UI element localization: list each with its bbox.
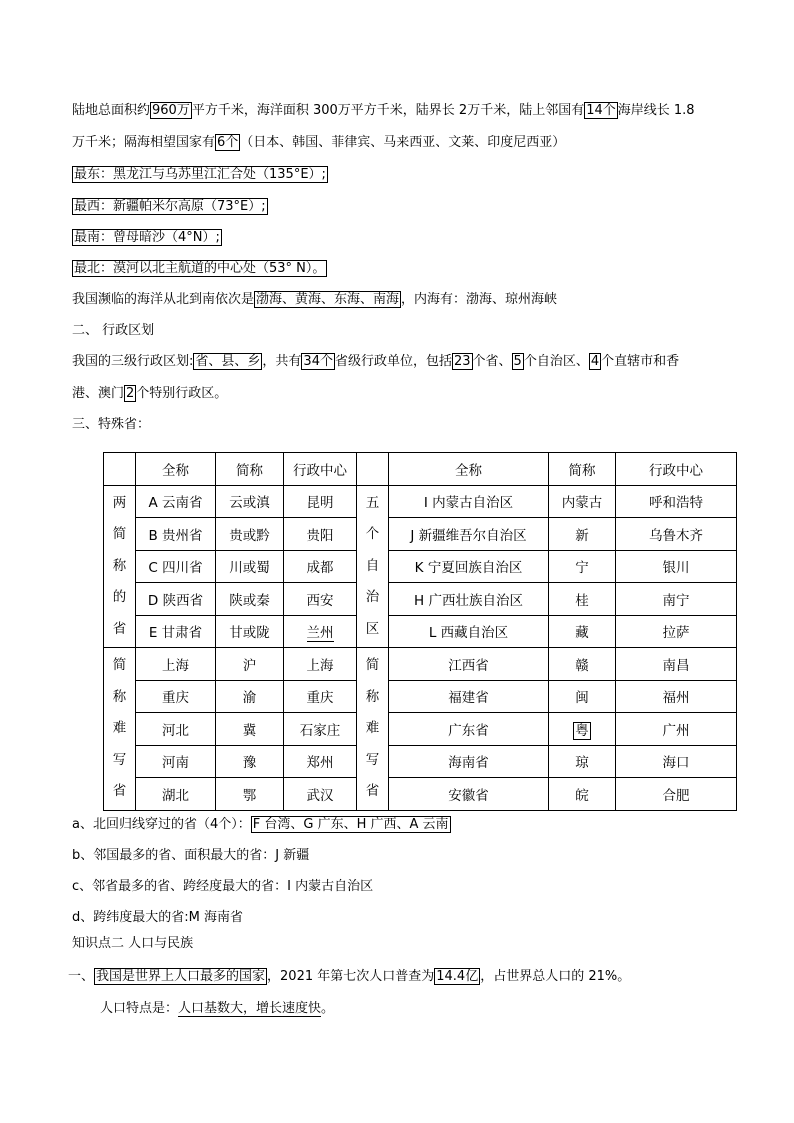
- table-header-cell: 全称: [389, 453, 549, 486]
- population-characteristic: 人口特点是：人口基数大，增长速度快。: [100, 1001, 335, 1016]
- section-title-special: 三、特殊省：: [72, 417, 151, 432]
- table-cell: 琼: [549, 745, 616, 778]
- table-cell: 福建省: [389, 680, 549, 713]
- table-header-empty: [357, 453, 389, 486]
- table-header-cell: 简称: [216, 453, 284, 486]
- sea-neighbor-answer: 6个: [217, 135, 239, 150]
- table-cell: 兰州: [284, 615, 357, 648]
- table-cell: 石家庄: [284, 713, 357, 746]
- table-cell: 广州: [616, 713, 737, 746]
- table-row: [104, 518, 737, 551]
- table-cell: 广东省: [389, 713, 549, 746]
- table-cell: 内蒙古: [549, 485, 616, 518]
- section-title-admin: 二、 行政区划: [72, 323, 155, 338]
- table-cell: B 贵州省: [136, 518, 216, 551]
- table-cell: 重庆: [284, 680, 357, 713]
- table-cell: 湖北: [136, 778, 216, 811]
- table-cell: 闽: [549, 680, 616, 713]
- extreme-north: 最北：漠河以北主航道的中心处（53° N）。: [74, 261, 326, 276]
- table-cell: 重庆: [136, 680, 216, 713]
- table-cell: L 西藏自治区: [389, 615, 549, 648]
- table-row: [104, 583, 737, 616]
- table-cell: 贵阳: [284, 518, 357, 551]
- table-header-cell: 全称: [136, 453, 216, 486]
- table-group-label: 五 个 自 治 区: [357, 485, 389, 648]
- seas-paragraph: 我国濒临的海洋从北到南依次是 渤海、黄海、东海、南海 ，内海有：渤海、琼州海峡: [72, 292, 558, 307]
- table-row: [104, 485, 737, 518]
- table-cell: 呼和浩特: [616, 485, 737, 518]
- knowledge-point-two: 知识点二 人口与民族: [72, 936, 194, 951]
- table-cell: 江西省: [389, 648, 549, 681]
- admin-paragraph: 我国的三级行政区划: 省、县、乡 ，共有 34个 省级行政单位，包括 23 个省、 5 个自治区、 4 个直辖市和香: [72, 354, 680, 369]
- extreme-south: 最南：曾母暗沙（4°N）;: [74, 230, 220, 245]
- table-cell: A 云南省: [136, 485, 216, 518]
- table-cell: 粤: [549, 713, 616, 746]
- table-cell: 宁: [549, 550, 616, 583]
- sea-neighbors-paragraph: 万千米；隔海相望国家有 6个 （日本、韩国、菲律宾、马来西亚、文莱、印度尼西亚）: [72, 135, 566, 150]
- table-cell: 合肥: [616, 778, 737, 811]
- table-cell: J 新疆维吾尔自治区: [389, 518, 549, 551]
- table-cell: 藏: [549, 615, 616, 648]
- table-cell: 郑州: [284, 745, 357, 778]
- table-group-label: 简 称 难 写 省: [357, 648, 389, 811]
- table-cell: 河北: [136, 713, 216, 746]
- table-cell: 皖: [549, 778, 616, 811]
- neighbor-count-answer: 14个: [586, 103, 616, 118]
- table-cell: 河南: [136, 745, 216, 778]
- table-header-row: [104, 453, 737, 486]
- qa-tropic: a、北回归线穿过的省（4个）： F 台湾、G 广东、H 广西、A 云南: [72, 817, 449, 832]
- seas-answer: 渤海、黄海、东海、南海: [256, 292, 400, 307]
- qa-latitude: d、跨纬度最大的省:M 海南省: [72, 910, 243, 925]
- table-cell: 陕或秦: [216, 583, 284, 616]
- table-row: [104, 778, 737, 811]
- land-area-paragraph: 陆地总面积约 960万 平方千米，海洋面积 300万平方千米，陆界长 2万千米，陆上邻国有 14个 海岸线长 1.8: [72, 103, 695, 118]
- table-header-empty: [104, 453, 136, 486]
- extreme-west: 最西：新疆帕米尔高原（73°E）;: [74, 199, 266, 214]
- admin-paragraph-cont: 港、澳门 2 个特别行政区。: [72, 386, 228, 401]
- table-cell: 豫: [216, 745, 284, 778]
- table-row: [104, 550, 737, 583]
- table-cell: 上海: [136, 648, 216, 681]
- table-cell: I 内蒙古自治区: [389, 485, 549, 518]
- table-cell: 桂: [549, 583, 616, 616]
- table-header-cell: 简称: [549, 453, 616, 486]
- table-cell: 海南省: [389, 745, 549, 778]
- table-row: [104, 745, 737, 778]
- extreme-east: 最东：黑龙江与乌苏里江汇合处（135°E）;: [74, 167, 326, 182]
- table-header-cell: 行政中心: [284, 453, 357, 486]
- land-area-answer: 960万: [152, 103, 190, 118]
- table-cell: 云或滇: [216, 485, 284, 518]
- table-cell: 南昌: [616, 648, 737, 681]
- table-row: [104, 648, 737, 681]
- table-cell: 武汉: [284, 778, 357, 811]
- table-cell: 福州: [616, 680, 737, 713]
- table-cell: 海口: [616, 745, 737, 778]
- table-cell: 赣: [549, 648, 616, 681]
- province-table: [103, 452, 737, 811]
- table-cell: 西安: [284, 583, 357, 616]
- table-cell: D 陕西省: [136, 583, 216, 616]
- table-row: [104, 680, 737, 713]
- table-cell: 川或蜀: [216, 550, 284, 583]
- table-cell: 渝: [216, 680, 284, 713]
- population-paragraph: 一、 我国是世界上人口最多的国家 ，2021 年第七次人口普查为 14.4亿 ，占世界总人口的 21%。: [68, 969, 631, 984]
- table-cell: 南宁: [616, 583, 737, 616]
- table-cell: 冀: [216, 713, 284, 746]
- table-cell: 乌鲁木齐: [616, 518, 737, 551]
- table-cell: 鄂: [216, 778, 284, 811]
- table-cell: 拉萨: [616, 615, 737, 648]
- qa-adjacent: c、邻省最多的省、跨经度最大的省：I 内蒙古自治区: [72, 879, 374, 894]
- table-cell: E 甘肃省: [136, 615, 216, 648]
- table-cell: 昆明: [284, 485, 357, 518]
- table-cell: 新: [549, 518, 616, 551]
- table-cell: K 宁夏回族自治区: [389, 550, 549, 583]
- table-cell: 贵或黔: [216, 518, 284, 551]
- table-header-cell: 行政中心: [616, 453, 737, 486]
- table-cell: 成都: [284, 550, 357, 583]
- table-row: [104, 615, 737, 648]
- table-cell: 甘或陇: [216, 615, 284, 648]
- table-group-label: 简 称 难 写 省: [104, 648, 136, 811]
- qa-neighbors: b、邻国最多的省、面积最大的省：J 新疆: [72, 848, 310, 863]
- table-row: [104, 713, 737, 746]
- table-cell: 银川: [616, 550, 737, 583]
- table-cell: 安徽省: [389, 778, 549, 811]
- table-cell: 上海: [284, 648, 357, 681]
- table-group-label: 两 简 称 的 省: [104, 485, 136, 648]
- table-cell: C 四川省: [136, 550, 216, 583]
- table-cell: 沪: [216, 648, 284, 681]
- table-cell: H 广西壮族自治区: [389, 583, 549, 616]
